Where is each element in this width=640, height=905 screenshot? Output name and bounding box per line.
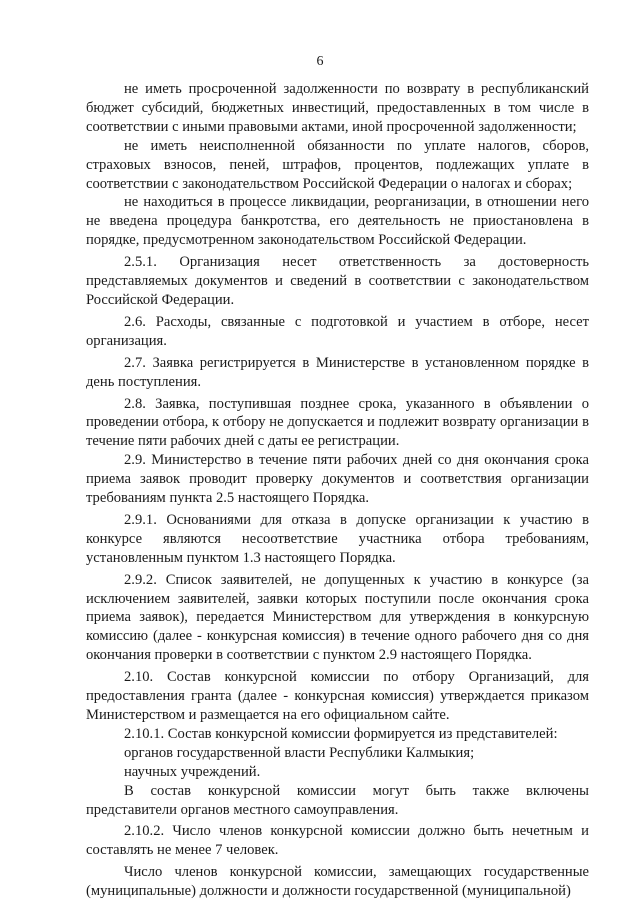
paragraph: 2.9. Министерство в течение пяти рабочих дней со дня окончания срока приема заявок проводит проверку документов и соответствия организации требованиям пункта 2.5 настоящего Порядка. — [86, 452, 589, 507]
paragraph: 2.9.2. Список заявителей, не допущенных к участию в конкурсе (за исключением заявителей, заявки которых поступили после окончания срока приема заявок), передается Министерством для утверждения в конкурсную комиссию (далее - конкурсная комиссия) в течение одного рабочего дня со дня окончания проверки в соответствии с пунктом 2.9 настоящего Порядка. — [86, 571, 589, 664]
paragraph: научных учреждений. — [124, 763, 261, 780]
paragraph: Число членов конкурсной комиссии, замещающих государственные (муниципальные) должности и должности государственной (муниципальной) — [86, 864, 589, 900]
paragraph: 2.5.1. Организация несет ответственность за достоверность представляемых документов и сведений в соответствии с законодательством Российской Федерации. — [86, 254, 589, 308]
paragraph: 2.10.2. Число членов конкурсной комиссии должно быть нечетным и составлять не менее 7 человек. — [86, 823, 589, 859]
paragraph: не находиться в процессе ликвидации, реорганизации, в отношении него не введена процедура банкротства, его деятельность не приостановлена в порядке, предусмотренном законодательством Российской Федерации. — [86, 194, 589, 249]
paragraph: 2.7. Заявка регистрируется в Министерстве в установленном порядке в день поступления. — [86, 354, 589, 390]
page-number: 6 — [316, 54, 324, 69]
paragraph: 2.9.1. Основаниями для отказа в допуске организации к участию в конкурсе являются несоответствие участника отбора требованиям, установленным пунктом 1.3 настоящего Порядка. — [86, 511, 589, 566]
paragraph: 2.10.1. Состав конкурсной комиссии формируется из представителей: — [124, 725, 558, 742]
paragraph: 2.10. Состав конкурсной комиссии по отбору Организаций, для предоставления гранта (далее - конкурсная комиссия) утверждается приказом Министерством и размещается на его официальном сайте. — [86, 669, 589, 723]
paragraph: не иметь неисполненной обязанности по уплате налогов, сборов, страховых взносов, пеней, штрафов, процентов, подлежащих уплате в соответствии с законодательством Российской Федерации о налогах и сборах; — [86, 137, 589, 192]
paragraph: В состав конкурсной комиссии могут быть также включены представители органов местного самоуправления. — [86, 782, 589, 818]
document-body — [86, 80, 589, 901]
paragraph: 2.6. Расходы, связанные с подготовкой и участием в отборе, несет организация. — [86, 313, 589, 349]
paragraph: 2.8. Заявка, поступившая позднее срока, указанного в объявлении о проведении отбора, к отбору не допускается и подлежит возврату организации в течение пяти рабочих дней с даты ее регистрации. — [86, 395, 589, 450]
paragraph: не иметь просроченной задолженности по возврату в республиканский бюджет субсидий, бюджетных инвестиций, предоставленных в том числе в соответствии с иными правовыми актами, иной просроченной задолженности; — [86, 81, 589, 135]
paragraph: органов государственной власти Республики Калмыкия; — [124, 744, 475, 761]
